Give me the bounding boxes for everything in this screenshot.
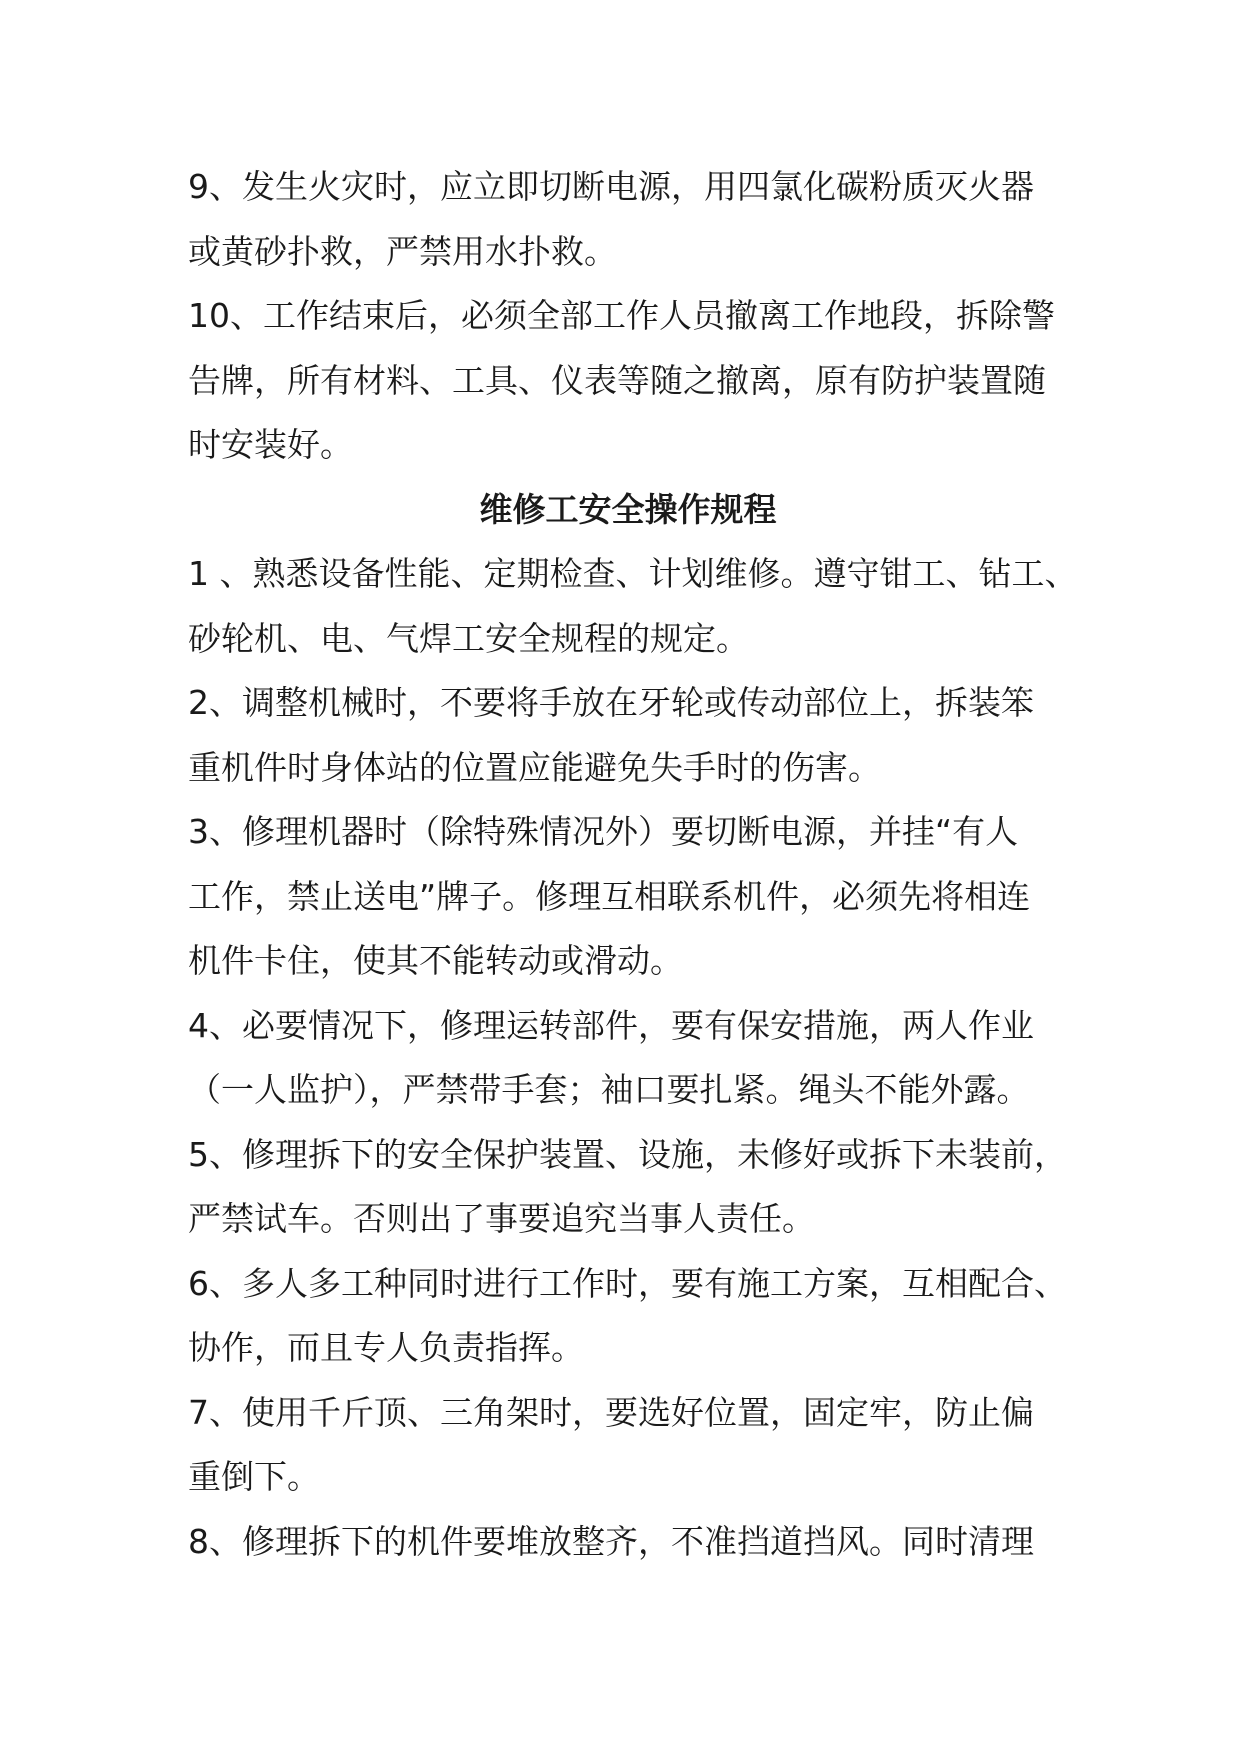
text-line: 机件卡住，使其不能转动或滑动。: [188, 941, 683, 980]
text-line: 砂轮机、电、气焊工安全规程的规定。: [188, 618, 749, 658]
document-page: [188, 155, 1078, 1574]
text-line: 5、修理拆下的安全保护装置、设施，未修好或拆下未装前，: [188, 1134, 1067, 1174]
text-line: 或黄砂扑救，严禁用水扑救。: [188, 231, 617, 271]
text-line: 时安装好。: [188, 425, 353, 464]
text-line: 2、调整机械时，不要将手放在牙轮或传动部位上，拆装笨: [188, 683, 1034, 722]
text-line: 重倒下。: [188, 1457, 320, 1496]
text-line: 告牌，所有材料、工具、仪表等随之撤离，原有防护装置随: [188, 360, 1046, 400]
section-title: 维修工安全操作规程: [479, 489, 777, 529]
text-line: 4、必要情况下，修理运转部件，要有保安措施，两人作业: [188, 1005, 1034, 1045]
text-line: 3、修理机器时（除特殊情况外）要切断电源，并挂“有人: [188, 812, 1019, 851]
text-line: 10、工作结束后，必须全部工作人员撤离工作地段，拆除警: [188, 296, 1055, 335]
text-line: 1 、熟悉设备性能、定期检查、计划维修。遵守钳工、钻工、: [188, 554, 1078, 593]
text-line: 9、发生火灾时，应立即切断电源，用四氯化碳粉质灭火器: [188, 167, 1034, 206]
text-line: 重机件时身体站的位置应能避免失手时的伤害。: [188, 747, 881, 787]
text-line: 工作，禁止送电”牌子。修理互相联系机件，必须先将相连: [188, 876, 1031, 916]
text-line: 协作，而且专人负责指挥。: [188, 1328, 584, 1367]
text-line: 7、使用千斤顶、三角架时，要选好位置，固定牢，防止偏: [188, 1392, 1034, 1432]
text-line: 8、修理拆下的机件要堆放整齐，不准挡道挡风。同时清理: [188, 1521, 1034, 1561]
text-line: 6、多人多工种同时进行工作时，要有施工方案，互相配合、: [188, 1263, 1067, 1303]
text-line: 严禁试车。否则出了事要追究当事人责任。: [188, 1199, 815, 1238]
text-line: （一人监护），严禁带手套；袖口要扎紧。绳头不能外露。: [188, 1070, 1030, 1109]
